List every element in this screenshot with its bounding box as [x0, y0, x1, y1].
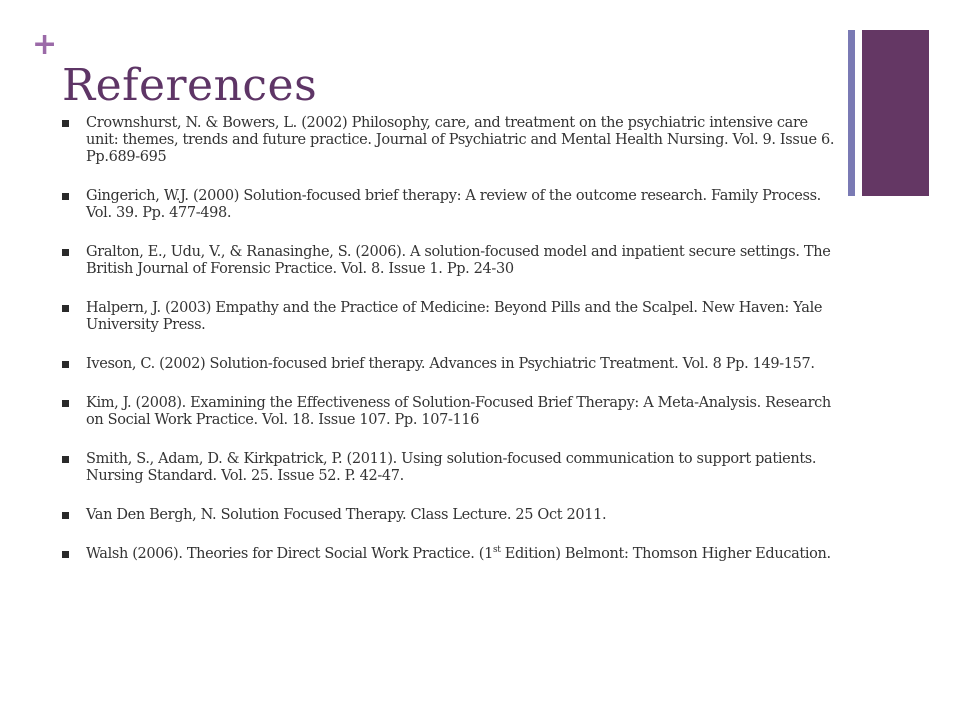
square-bullet-icon: [62, 551, 69, 558]
plus-icon: +: [32, 27, 58, 62]
square-bullet-icon: [62, 456, 69, 463]
slide-title: References: [62, 60, 318, 111]
reference-item-walsh: [62, 546, 842, 563]
reference-text: Gralton, E., Udu, V., & Ranasinghe, S. (2006). A solution-focused model and inpatient secure settings. The British Journal of Forensic Practice. Vol. 8. Issue 1. Pp. 24-30: [86, 244, 831, 277]
decorative-thin-bar: [848, 30, 855, 196]
reference-item-van-den-bergh: [62, 507, 842, 524]
reference-text: Iveson, C. (2002) Solution-focused brief therapy. Advances in Psychiatric Treatment. Vol. 8 Pp. 149-157.: [86, 356, 815, 372]
reference-item-iveson: [62, 356, 842, 373]
square-bullet-icon: [62, 120, 69, 127]
reference-item-kim: [62, 395, 842, 429]
reference-list: [62, 115, 842, 585]
decorative-wide-bar: [862, 30, 929, 196]
reference-superscript: st: [492, 545, 501, 556]
reference-text: Kim, J. (2008). Examining the Effectiveness of Solution-Focused Brief Therapy: A Meta-Analysis. Research on Social Work Practice. Vol. 18. Issue 107. Pp. 107-116: [86, 395, 831, 428]
square-bullet-icon: [62, 249, 69, 256]
square-bullet-icon: [62, 305, 69, 312]
reference-item-gralton: [62, 244, 842, 278]
square-bullet-icon: [62, 512, 69, 519]
reference-text: Halpern, J. (2003) Empathy and the Practice of Medicine: Beyond Pills and the Scalpel. New Haven: Yale University Press.: [86, 300, 823, 333]
reference-text-start: Walsh (2006). Theories for Direct Social Work Practice. (1: [86, 546, 493, 562]
reference-item-smith: [62, 451, 842, 485]
square-bullet-icon: [62, 400, 69, 407]
reference-item-crownshurst: [62, 115, 842, 166]
reference-text: Smith, S., Adam, D. & Kirkpatrick, P. (2011). Using solution-focused communication to support patients. Nursing Standard. Vol. 25. Issue 52. P. 42-47.: [86, 451, 817, 484]
square-bullet-icon: [62, 193, 69, 200]
reference-text: Gingerich, W.J. (2000) Solution-focused brief therapy: A review of the outcome research. Family Process. Vol. 39. Pp. 477-498.: [86, 188, 821, 221]
reference-item-halpern: [62, 300, 842, 334]
square-bullet-icon: [62, 361, 69, 368]
reference-item-gingerich: [62, 188, 842, 222]
reference-text: Van Den Bergh, N. Solution Focused Therapy. Class Lecture. 25 Oct 2011.: [86, 507, 607, 523]
reference-text: Crownshurst, N. & Bowers, L. (2002) Philosophy, care, and treatment on the psychiatric intensive care unit: themes, trends and future practice. Journal of Psychiatric and Mental Health Nursing. Vol. 9. Issue 6. Pp.689-695: [86, 115, 835, 165]
reference-text-end: Edition) Belmont: Thomson Higher Education.: [500, 546, 831, 562]
